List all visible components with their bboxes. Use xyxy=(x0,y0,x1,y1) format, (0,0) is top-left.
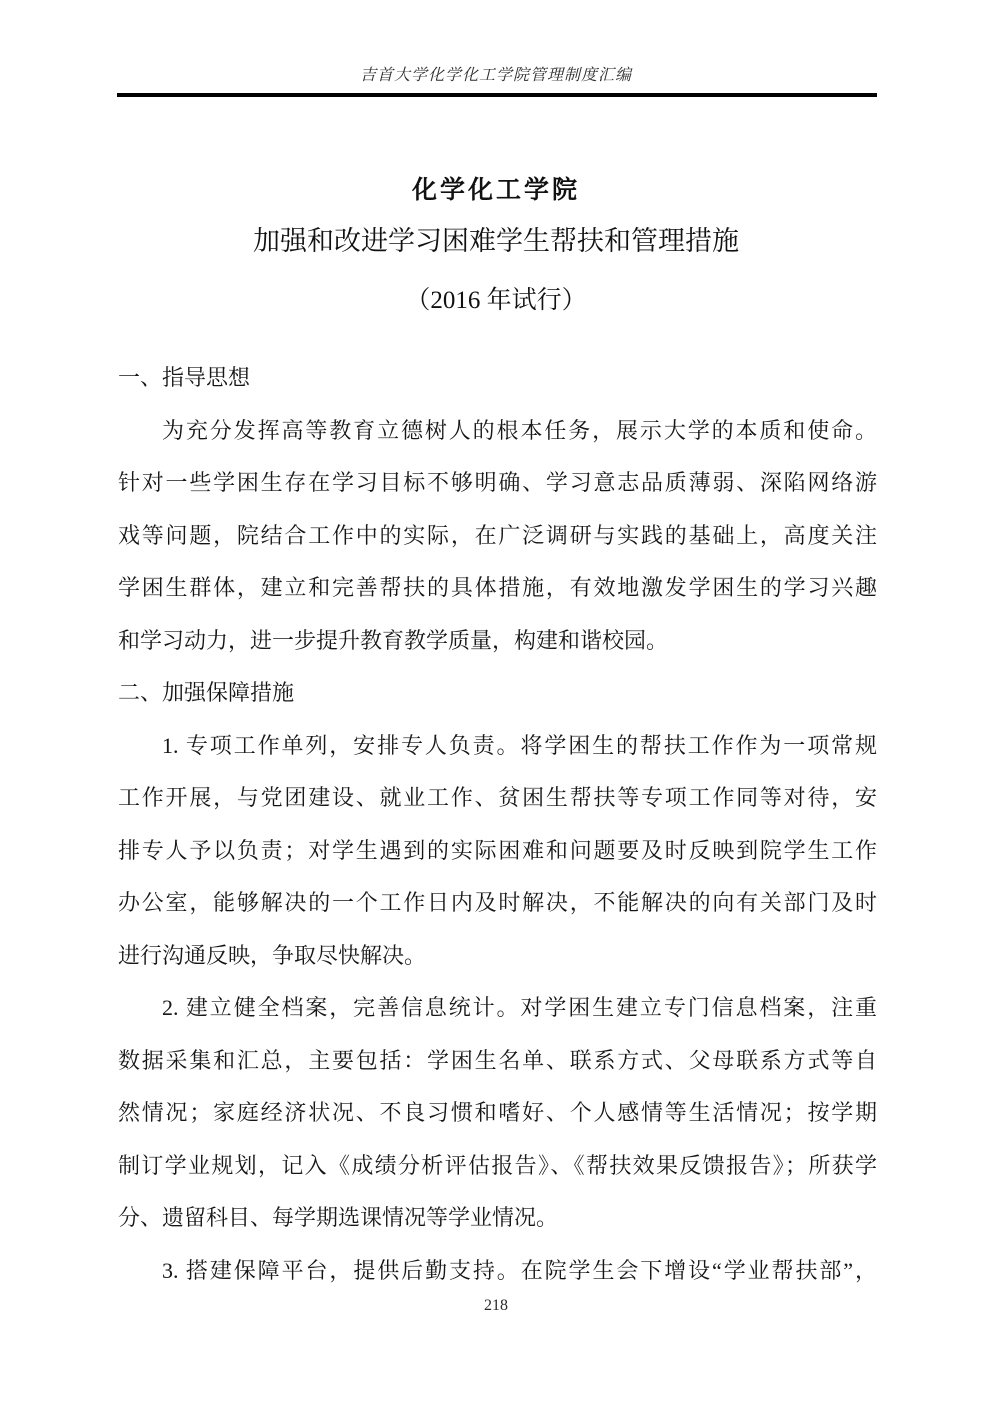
body-line: 然情况；家庭经济状况、不良习惯和嗜好、个人感情等生活情况；按学期 xyxy=(118,1100,877,1125)
body-line: 学困生群体，建立和完善帮扶的具体措施，有效地激发学困生的学习兴趣 xyxy=(118,575,877,600)
body-line: 1. 专项工作单列，安排专人负责。将学困生的帮扶工作作为一项常规 xyxy=(162,732,877,758)
body-line: 排专人予以负责；对学生遇到的实际困难和问题要及时反映到院学生工作 xyxy=(118,837,877,863)
body-line: 数据采集和汇总，主要包括：学困生名单、联系方式、父母联系方式等自 xyxy=(118,1047,877,1073)
section-heading: 二、加强保障措施 xyxy=(118,680,295,705)
body-line: 2. 建立健全档案，完善信息统计。对学困生建立专门信息档案，注重 xyxy=(162,995,877,1020)
body-line: 办公室，能够解决的一个工作日内及时解决，不能解决的向有关部门及时 xyxy=(118,890,877,915)
body-line: 工作开展，与党团建设、就业工作、贫困生帮扶等专项工作同等对待，安 xyxy=(118,785,877,810)
document-title: 加强和改进学习困难学生帮扶和管理措施 xyxy=(253,226,739,256)
document-body xyxy=(118,352,877,1297)
body-line: 为充分发挥高等教育立德树人的根本任务，展示大学的本质和使命。 xyxy=(162,417,877,443)
college-title: 化学化工学院 xyxy=(411,177,580,204)
body-line: 进行沟通反映，争取尽快解决。 xyxy=(118,942,427,968)
body-line: 制订学业规划，记入《成绩分析评估报告》、《帮扶效果反馈报告》；所获学 xyxy=(118,1152,877,1178)
body-line: 3. 搭建保障平台，提供后勤支持。在院学生会下增设“学业帮扶部”， xyxy=(162,1257,877,1283)
body-line: 针对一些学困生存在学习目标不够明确、学习意志品质薄弱、深陷网络游 xyxy=(118,470,877,495)
body-line: 戏等问题，院结合工作中的实际，在广泛调研与实践的基础上，高度关注 xyxy=(118,522,877,548)
running-header: 吉首大学化学化工学院管理制度汇编 xyxy=(359,67,632,84)
edition-subtitle: （2016 年试行） xyxy=(405,287,587,314)
body-line: 分、遗留科目、每学期选课情况等学业情况。 xyxy=(118,1205,559,1230)
body-line: 和学习动力，进一步提升教育教学质量，构建和谐校园。 xyxy=(118,627,669,653)
page-number: 218 xyxy=(484,1297,508,1314)
section-heading: 一、指导思想 xyxy=(118,365,251,390)
header-rule xyxy=(117,93,877,97)
